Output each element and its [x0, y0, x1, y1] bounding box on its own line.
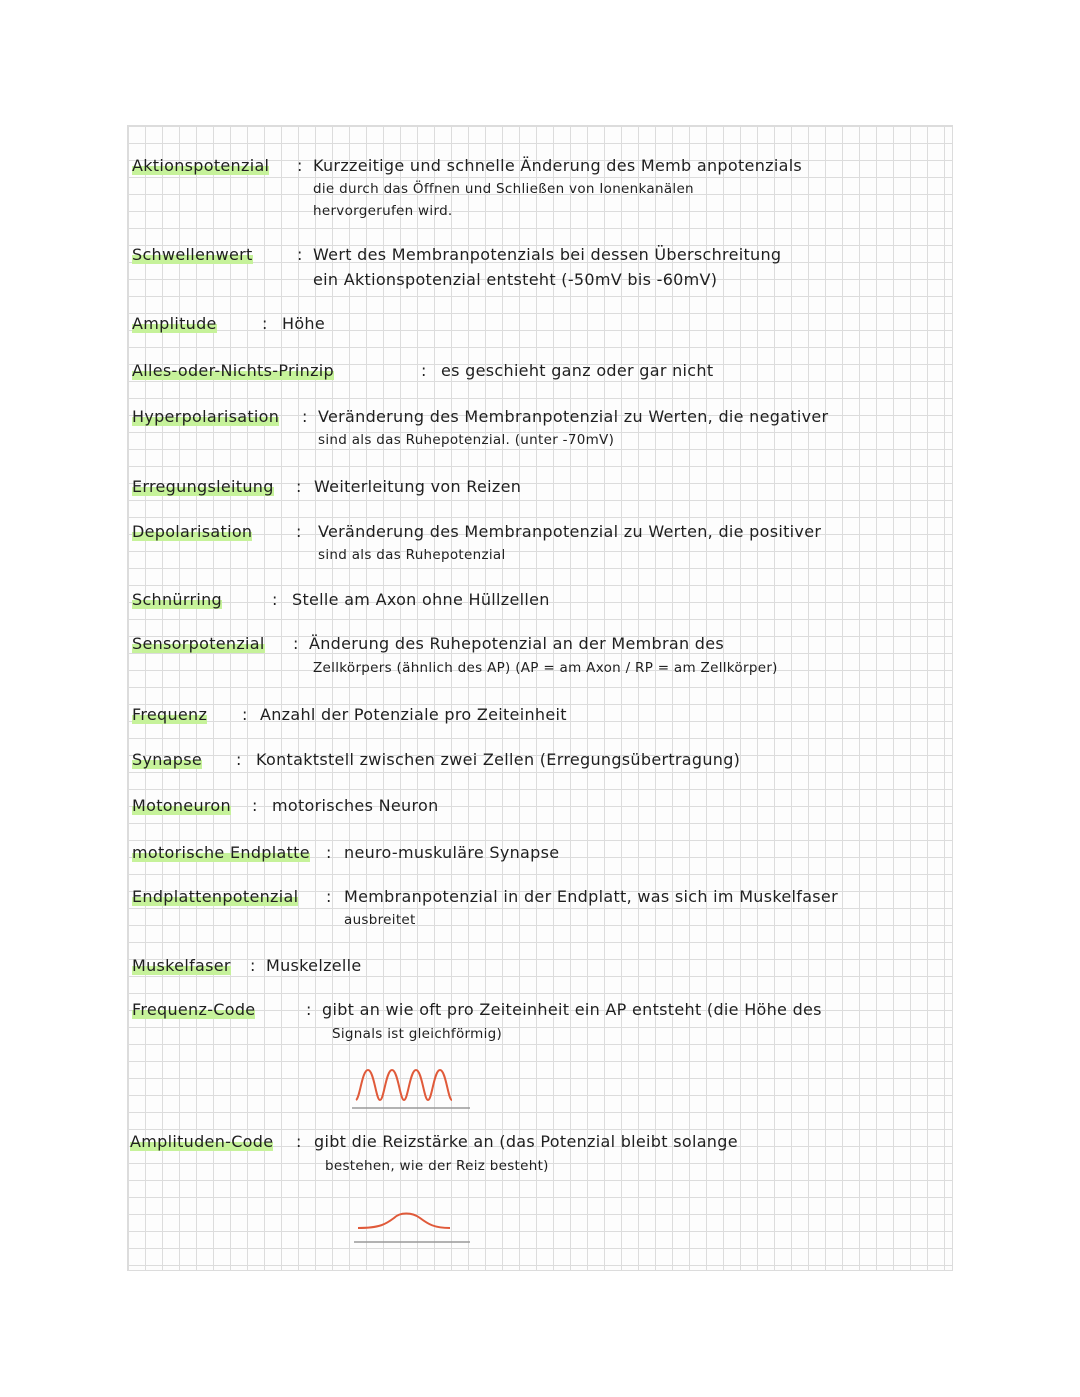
definition-line: die durch das Öffnen und Schließen von Ionenkanälen — [313, 181, 694, 197]
term-depolarisation: Depolarisation — [132, 522, 253, 541]
definition-line: Kontaktstell zwischen zwei Zellen (Erregungsübertragung) — [256, 750, 741, 769]
term-erregungsleitung: Erregungsleitung — [132, 477, 274, 496]
term-sensorpotenzial: Sensorpotenzial — [132, 634, 265, 653]
definition-line: sind als das Ruhepotenzial — [318, 547, 506, 563]
separator: : — [296, 477, 302, 496]
action-potential-wave — [356, 1070, 452, 1100]
amplitude-wave — [358, 1214, 450, 1229]
term-alles-oder-nichts-prinzip: Alles-oder-Nichts-Prinzip — [132, 361, 334, 380]
definition-line: hervorgerufen wird. — [313, 203, 453, 219]
definition-line: gibt die Reizstärke an (das Potenzial bleibt solange — [314, 1132, 738, 1151]
separator: : — [242, 705, 248, 724]
term-frequenz-code: Frequenz-Code — [132, 1000, 256, 1019]
frequenz-code-wave-sketch — [348, 1058, 474, 1114]
separator: : — [306, 1000, 312, 1019]
definition-line: Zellkörpers (ähnlich des AP) (AP = am Axon / RP = am Zellkörper) — [313, 660, 778, 676]
definition-line: sind als das Ruhepotenzial. (unter -70mV) — [318, 432, 615, 448]
separator: : — [252, 796, 258, 815]
definition-line: neuro-muskuläre Synapse — [344, 843, 560, 862]
definition-line: Wert des Membranpotenzials bei dessen Überschreitung — [313, 245, 782, 264]
separator: : — [272, 590, 278, 609]
separator: : — [293, 634, 299, 653]
separator: : — [302, 407, 308, 426]
separator: : — [250, 956, 256, 975]
term-motorische-endplatte: motorische Endplatte — [132, 843, 310, 862]
term-endplattenpotenzial: Endplattenpotenzial — [132, 887, 299, 906]
definition-line: bestehen, wie der Reiz besteht) — [325, 1158, 549, 1174]
definition-line: es geschieht ganz oder gar nicht — [441, 361, 714, 380]
definition-line: ein Aktionspotenzial entsteht (-50mV bis -60mV) — [313, 270, 718, 289]
definition-line: Stelle am Axon ohne Hüllzellen — [292, 590, 550, 609]
term-frequenz: Frequenz — [132, 705, 208, 724]
definition-line: Membranpotenzial in der Endplatt, was sich im Muskelfaser — [344, 887, 838, 906]
term-motoneuron: Motoneuron — [132, 796, 231, 815]
amplituden-code-wave-sketch — [350, 1200, 476, 1248]
definition-line: ausbreitet — [344, 912, 416, 928]
term-synapse: Synapse — [132, 750, 203, 769]
term-amplituden-code: Amplituden-Code — [130, 1132, 274, 1151]
separator: : — [421, 361, 427, 380]
definition-line: motorisches Neuron — [272, 796, 439, 815]
term-aktionspotenzial: Aktionspotenzial — [132, 156, 270, 175]
definition-line: Höhe — [282, 314, 326, 333]
definition-line: Signals ist gleichförmig) — [332, 1026, 503, 1042]
term-schwellenwert: Schwellenwert — [132, 245, 253, 264]
term-schnuerring: Schnürring — [132, 590, 222, 609]
separator: : — [297, 245, 303, 264]
separator: : — [236, 750, 242, 769]
separator: : — [296, 1132, 302, 1151]
separator: : — [262, 314, 268, 333]
definition-line: Veränderung des Membranpotenzial zu Werten, die positiver — [318, 522, 822, 541]
term-muskelfaser: Muskelfaser — [132, 956, 231, 975]
definition-line: Muskelzelle — [266, 956, 362, 975]
term-amplitude: Amplitude — [132, 314, 217, 333]
grid-paper — [127, 125, 953, 1271]
separator: : — [326, 843, 332, 862]
definition-line: Veränderung des Membranpotenzial zu Werten, die negativer — [318, 407, 829, 426]
definition-line: gibt an wie oft pro Zeiteinheit ein AP entsteht (die Höhe des — [322, 1000, 822, 1019]
term-hyperpolarisation: Hyperpolarisation — [132, 407, 280, 426]
definition-line: Anzahl der Potenziale pro Zeiteinheit — [260, 705, 567, 724]
separator: : — [326, 887, 332, 906]
definition-line: Weiterleitung von Reizen — [314, 477, 522, 496]
separator: : — [297, 156, 303, 175]
definition-line: Kurzzeitige und schnelle Änderung des Memb anpotenzials — [313, 156, 803, 175]
separator: : — [296, 522, 302, 541]
definition-line: Änderung des Ruhepotenzial an der Membran des — [309, 634, 725, 653]
